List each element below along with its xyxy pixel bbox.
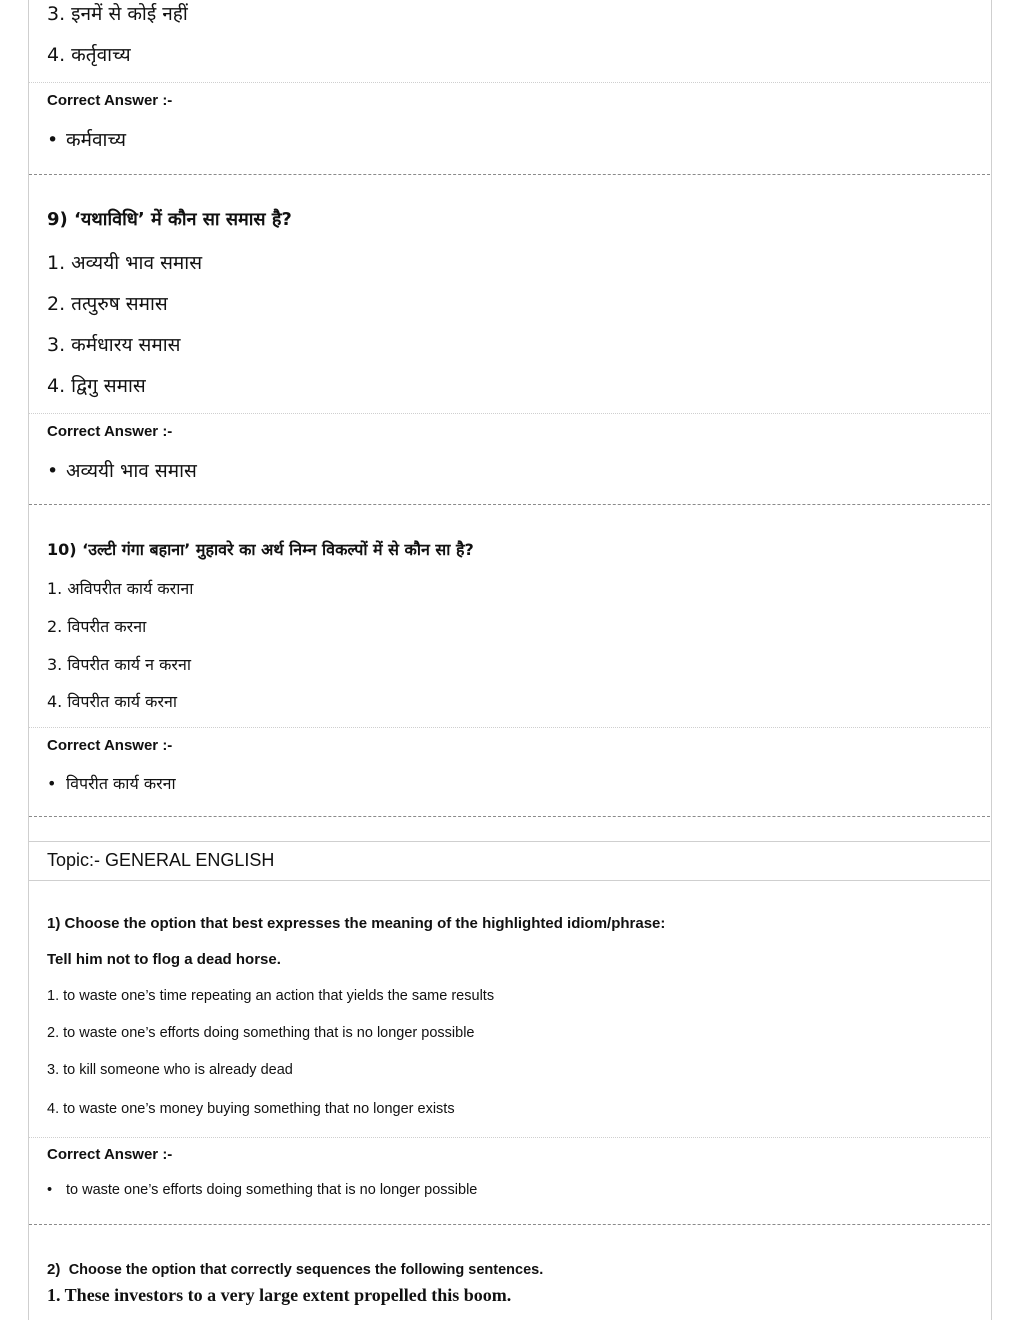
e1-answer xyxy=(47,1182,477,1198)
e2-title-row xyxy=(47,1261,543,1278)
q10-option-3: 3. विपरीत कार्य न करना xyxy=(47,655,191,674)
e1-option-3: 3. to kill someone who is already dead xyxy=(47,1062,293,1078)
question-separator xyxy=(29,504,990,505)
topic-title: Topic:- GENERAL ENGLISH xyxy=(47,850,275,870)
divider xyxy=(29,82,990,83)
e2-sentence-1: 1. These investors to a very large extent propelled this boom. xyxy=(47,1285,512,1305)
question-separator xyxy=(29,1224,990,1225)
e2-title: Choose the option that correctly sequences the following sentences. xyxy=(68,1262,544,1278)
question-separator xyxy=(29,174,990,175)
e1-answer-text: to waste one’s efforts doing something that is no longer possible xyxy=(66,1182,478,1198)
bullet-icon: • xyxy=(47,460,59,482)
q9-option-4: 4. द्विगु समास xyxy=(47,375,146,397)
q10-answer-text: विपरीत कार्य करना xyxy=(66,774,176,793)
e2-number: 2) xyxy=(47,1261,61,1278)
q8-option-3: 3. इनमें से कोई नहीं xyxy=(47,3,188,25)
e1-option-2: 2. to waste one’s efforts doing something that is no longer possible xyxy=(47,1025,475,1041)
e1-option-1: 1. to waste one’s time repeating an action that yields the same results xyxy=(47,988,495,1004)
divider xyxy=(29,727,990,728)
bullet-icon: • xyxy=(47,129,59,151)
q10-title: 10) ‘उल्टी गंगा बहाना’ मुहावरे का अर्थ निम्न विकल्पों में से कौन सा है? xyxy=(47,540,474,559)
divider xyxy=(29,1137,990,1138)
e1-option-4: 4. to waste one’s money buying something that no longer exists xyxy=(47,1101,455,1117)
q8-option-4: 4. कर्तृवाच्य xyxy=(47,44,131,66)
e1-sentence: Tell him not to flog a dead horse. xyxy=(47,951,281,968)
q9-option-1: 1. अव्ययी भाव समास xyxy=(47,252,203,274)
q10-option-1: 1. अविपरीत कार्य कराना xyxy=(47,579,194,598)
e1-title: 1) Choose the option that best expresses the meaning of the highlighted idiom/phrase: xyxy=(47,915,666,932)
bullet-icon: • xyxy=(47,774,57,793)
q10-answer xyxy=(47,772,176,794)
q10-option-4: 4. विपरीत कार्य करना xyxy=(47,692,178,711)
q8-answer xyxy=(47,126,126,152)
bullet-icon: • xyxy=(47,1182,53,1198)
q10-correct-label: Correct Answer :- xyxy=(47,737,173,754)
q9-title: 9) ‘यथाविधि’ में कौन सा समास है? xyxy=(47,209,292,230)
q8-correct-label: Correct Answer :- xyxy=(47,92,173,109)
q9-correct-label: Correct Answer :- xyxy=(47,423,173,440)
q10-option-2: 2. विपरीत करना xyxy=(47,617,147,636)
q9-answer-text: अव्ययी भाव समास xyxy=(66,460,197,482)
divider xyxy=(29,413,990,414)
q9-answer xyxy=(47,457,197,483)
q9-option-3: 3. कर्मधारय समास xyxy=(47,334,181,356)
q9-option-2: 2. तत्पुरुष समास xyxy=(47,293,168,315)
e1-correct-label: Correct Answer :- xyxy=(47,1146,173,1163)
question-separator xyxy=(29,816,990,817)
q8-answer-text: कर्मवाच्य xyxy=(66,129,126,151)
